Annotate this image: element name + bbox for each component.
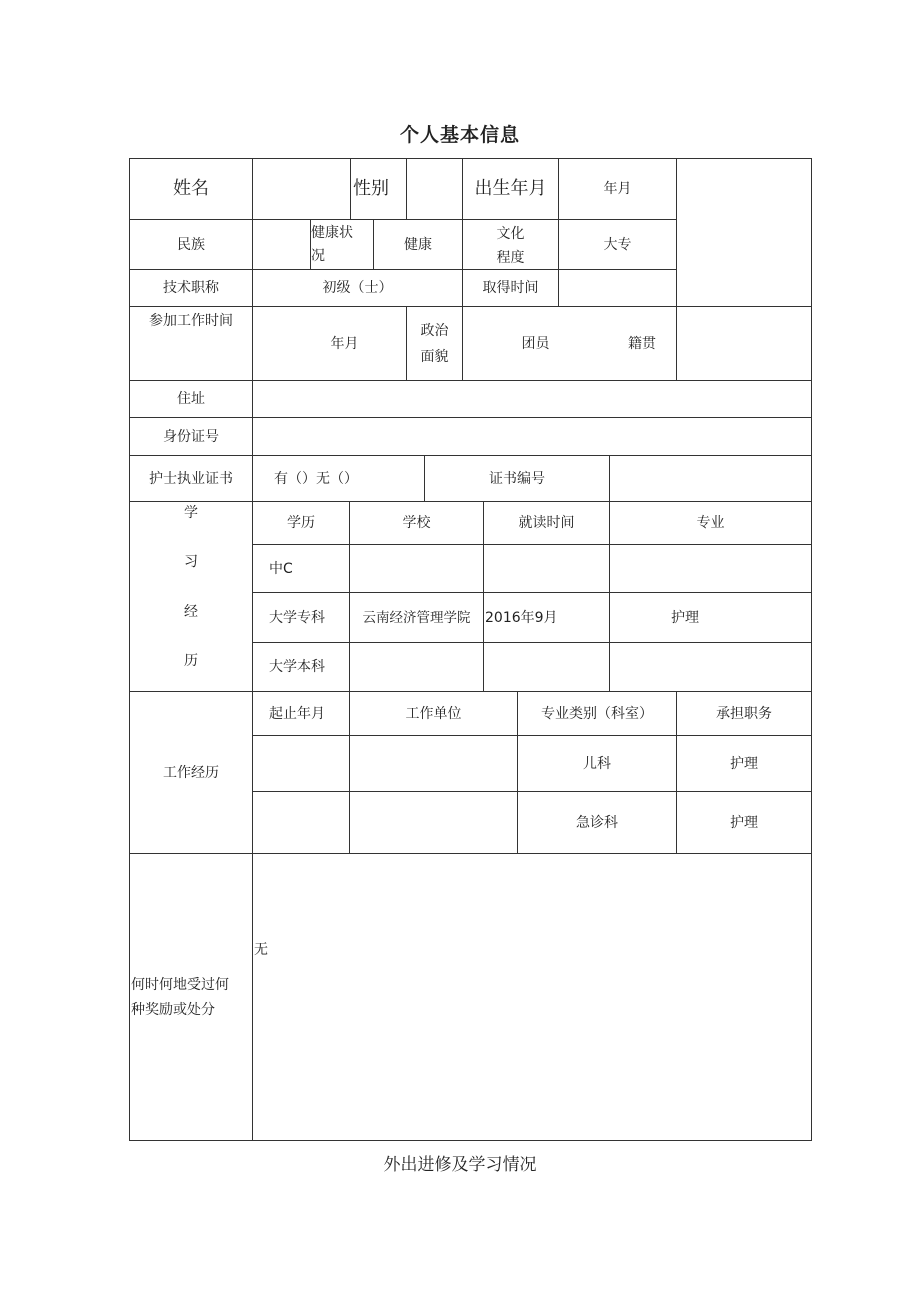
study-row-1-major[interactable] [610,545,811,592]
work-row-2-period[interactable] [253,792,349,853]
work-row-2-unit[interactable] [350,792,517,853]
photo-box [677,159,811,306]
cert-number-label: 证书编号 [489,470,545,487]
politics-label [407,318,462,370]
work-row-1-unit[interactable] [350,736,517,791]
cert-number-field[interactable] [610,456,811,501]
study-char-3: 经 [184,604,198,620]
native-place-field[interactable] [677,307,811,380]
study-row-2-school[interactable]: 云南经济管理学院 [362,609,471,626]
awards-label [131,973,252,1023]
study-row-1-degree: 中C [269,560,293,577]
work-row-1-period[interactable] [253,736,349,791]
obtain-time-field[interactable] [559,270,676,306]
gender-label: 性别 [353,178,389,199]
awards-label-line2: 种奖励或处分 [131,1002,215,1018]
work-start-label: 参加工作时间 [149,313,233,329]
address-label: 住址 [177,391,205,407]
politics-value[interactable]: 团员 [521,335,550,352]
study-header-school: 学校 [402,515,431,531]
ethnicity-label: 民族 [177,236,205,253]
awards-value[interactable]: 无 [254,942,268,958]
study-row-3-major[interactable] [610,643,811,691]
education-value[interactable]: 大专 [603,236,632,253]
work-header-period: 起止年月 [269,705,325,722]
study-row-3-period[interactable] [484,643,609,691]
ethnicity-field[interactable] [253,220,310,269]
study-row-1-period[interactable] [484,545,609,592]
name-label: 姓名 [173,178,209,199]
page-title: 个人基本信息 [399,124,520,146]
study-row-3-degree: 大学本科 [269,659,325,675]
work-start-value[interactable]: 年月 [330,335,359,352]
address-field[interactable] [253,381,811,417]
work-row-1-dept[interactable]: 儿科 [583,755,611,772]
education-label-line2: 程度 [496,250,525,266]
gender-field[interactable] [407,159,462,219]
work-row-2-position[interactable]: 护理 [730,814,758,831]
work-section-label: 工作经历 [163,764,219,781]
work-header-unit: 工作单位 [405,705,462,722]
politics-label-line1: 政治 [420,323,449,339]
awards-label-line1: 何时何地受过何 [131,977,229,993]
work-row-1-position[interactable]: 护理 [730,755,758,772]
study-row-3-school[interactable] [350,643,483,691]
license-value[interactable]: 有（）无（） [274,470,358,487]
name-field[interactable] [253,159,350,219]
study-char-4: 历 [184,653,198,669]
education-label-line1: 文化 [496,226,525,242]
footer-heading: 外出进修及学习情况 [383,1155,537,1175]
obtain-time-label: 取得时间 [482,280,539,296]
row-divider [129,853,812,854]
tech-title-value[interactable]: 初级（士） [322,280,393,296]
study-header-degree: 学历 [287,515,315,531]
education-label [463,222,558,270]
id-number-label: 身份证号 [163,428,219,445]
id-number-field[interactable] [253,418,811,455]
work-row-2-dept[interactable]: 急诊科 [576,814,618,831]
health-value[interactable]: 健康 [404,236,432,253]
health-label [311,222,373,268]
work-header-position: 承担职务 [716,705,772,722]
health-label-line2: 况 [311,248,325,264]
study-row-2-period[interactable]: 2016年9月 [485,609,558,626]
birth-label: 出生年月 [474,178,547,199]
study-row-2-major[interactable]: 护理 [671,609,699,626]
health-label-line1: 健康状 [311,225,353,241]
study-header-major: 专业 [696,515,725,531]
study-row-1-school[interactable] [350,545,483,592]
work-header-dept: 专业类别（科室） [541,705,653,722]
tech-title-label: 技术职称 [163,280,219,296]
study-char-1: 学 [184,505,198,521]
license-label: 护士执业证书 [149,470,233,487]
study-header-period: 就读时间 [518,515,575,531]
birth-value[interactable]: 年月 [603,181,632,197]
politics-label-line2: 面貌 [420,349,449,365]
native-place-label: 籍贯 [628,335,656,352]
study-char-2: 习 [184,554,198,570]
study-row-2-degree: 大学专科 [269,609,325,626]
